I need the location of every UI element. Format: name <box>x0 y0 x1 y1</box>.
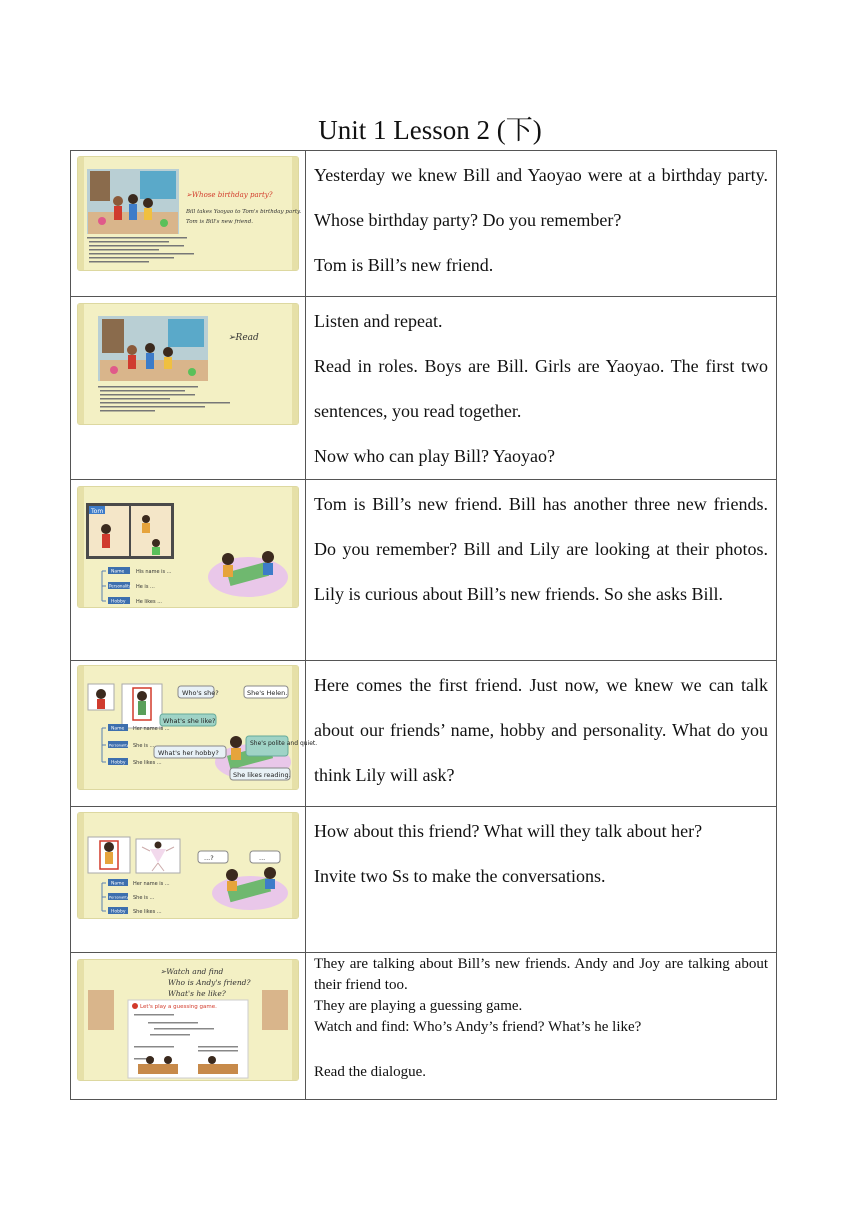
text-cell <box>306 953 777 1100</box>
slide-label-hobby: Hobby <box>111 599 126 605</box>
slide-sentence: She likes ... <box>133 760 162 766</box>
paragraph: Read in roles. Boys are Bill. Girls are Yaoyao. The first two sentences, you read together. <box>314 356 768 421</box>
page-title: Unit 1 Lesson 2 (下) <box>318 115 542 145</box>
paragraph: Watch and find: Who’s Andy’s friend? What’s he like? <box>314 1019 642 1035</box>
slide-label-hobby: Hobby <box>111 760 126 766</box>
table-row <box>71 661 777 807</box>
slide-label-personality: Personality <box>109 895 129 900</box>
text-cell <box>306 151 777 297</box>
photo-label: Tom <box>91 508 104 515</box>
bubble-text: What's she like? <box>163 717 216 725</box>
lesson-table <box>70 150 777 1100</box>
slide-label-name: Name <box>111 881 125 887</box>
classroom-read-slide-icon <box>77 303 299 425</box>
photo-album-slide-icon <box>77 486 299 608</box>
paragraph: Now who can play Bill? Yaoyao? <box>314 446 555 466</box>
slide-cell <box>71 480 306 661</box>
slide-label-name: Name <box>111 569 125 575</box>
paragraph: Tom is Bill’s new friend. Bill has another three new friends. Do you remember? Bill and Lily are looking at their photos. Lily is curious about Bill’s new friends. So she asks Bill. <box>314 494 768 604</box>
slide-cell <box>71 953 306 1100</box>
slide-label-hobby: Hobby <box>111 909 126 915</box>
paragraph: Tom is Bill’s new friend. <box>314 255 494 275</box>
slide-heading: What's he like? <box>168 989 226 998</box>
bubble-text: She's polite and quiet. <box>250 740 318 747</box>
paragraph: Here comes the first friend. Just now, we knew we can talk about our friends’ name, hobby and personality. What do you think Lily will ask? <box>314 675 768 785</box>
paragraph: Invite two Ss to make the conversations. <box>314 866 606 886</box>
bubble-text: ...? <box>204 854 214 862</box>
slide-label-name: Name <box>111 726 125 732</box>
slide-cell <box>71 297 306 480</box>
slide-cell <box>71 807 306 953</box>
bubble-text: She's Helen. <box>247 689 288 697</box>
slide-heading: ➢Whose birthday party? <box>186 191 273 199</box>
paragraph: How about this friend? What will they talk about her? <box>314 821 703 841</box>
bubble-text: Who's she? <box>182 689 219 697</box>
bubble-text: What's her hobby? <box>158 749 219 757</box>
classroom-party-slide-icon <box>77 156 302 271</box>
slide-label-personality: Personality <box>109 583 132 589</box>
slide-sentence: Her name is ... <box>133 726 170 732</box>
slide-sentence: Her name is ... <box>133 881 170 887</box>
paragraph: Yesterday we knew Bill and Yaoyao were at a birthday party. Whose birthday party? Do you remember? <box>314 165 768 230</box>
table-row <box>71 151 777 297</box>
table-row <box>71 297 777 480</box>
guessing-game-slide-icon <box>77 959 299 1081</box>
slide-line: Bill takes Yaoyao to Tom's birthday party. <box>186 209 302 215</box>
paragraph: Listen and repeat. <box>314 311 443 331</box>
slide-subheading: Let's play a guessing game. <box>140 1004 217 1010</box>
table-row <box>71 480 777 661</box>
slide-sentence: She likes ... <box>133 909 162 915</box>
text-cell <box>306 807 777 953</box>
text-cell <box>306 480 777 661</box>
slide-cell <box>71 151 306 297</box>
bubble-text: She likes reading. <box>233 771 291 779</box>
slide-label-personality: Personality <box>109 743 129 748</box>
paragraph: They are playing a guessing game. <box>314 998 523 1014</box>
bubble-text: ... <box>259 854 266 862</box>
slide-sentence: He is ... <box>136 584 155 590</box>
text-cell <box>306 297 777 480</box>
slide-line: Tom is Bill's new friend. <box>186 219 253 225</box>
slide-sentence: His name is ... <box>136 569 172 575</box>
slide-heading: ➢Read <box>228 333 259 343</box>
ballet-friend-slide-icon <box>77 812 299 919</box>
slide-cell <box>71 661 318 807</box>
slide-heading: ➢Watch and find <box>160 967 224 976</box>
paragraph: They are talking about Bill’s new friends. Andy and Joy are talking about their friend too. <box>314 956 768 993</box>
slide-sentence: She is ... <box>133 743 155 749</box>
table-row <box>71 807 777 953</box>
slide-sentence: He likes ... <box>136 599 162 605</box>
paragraph: Read the dialogue. <box>314 1064 427 1080</box>
table-row <box>71 953 777 1100</box>
text-cell <box>306 661 777 807</box>
slide-heading: Who is Andy's friend? <box>168 978 251 987</box>
dialogue-bubbles-slide-icon <box>77 665 318 790</box>
slide-sentence: She is ... <box>133 895 155 901</box>
